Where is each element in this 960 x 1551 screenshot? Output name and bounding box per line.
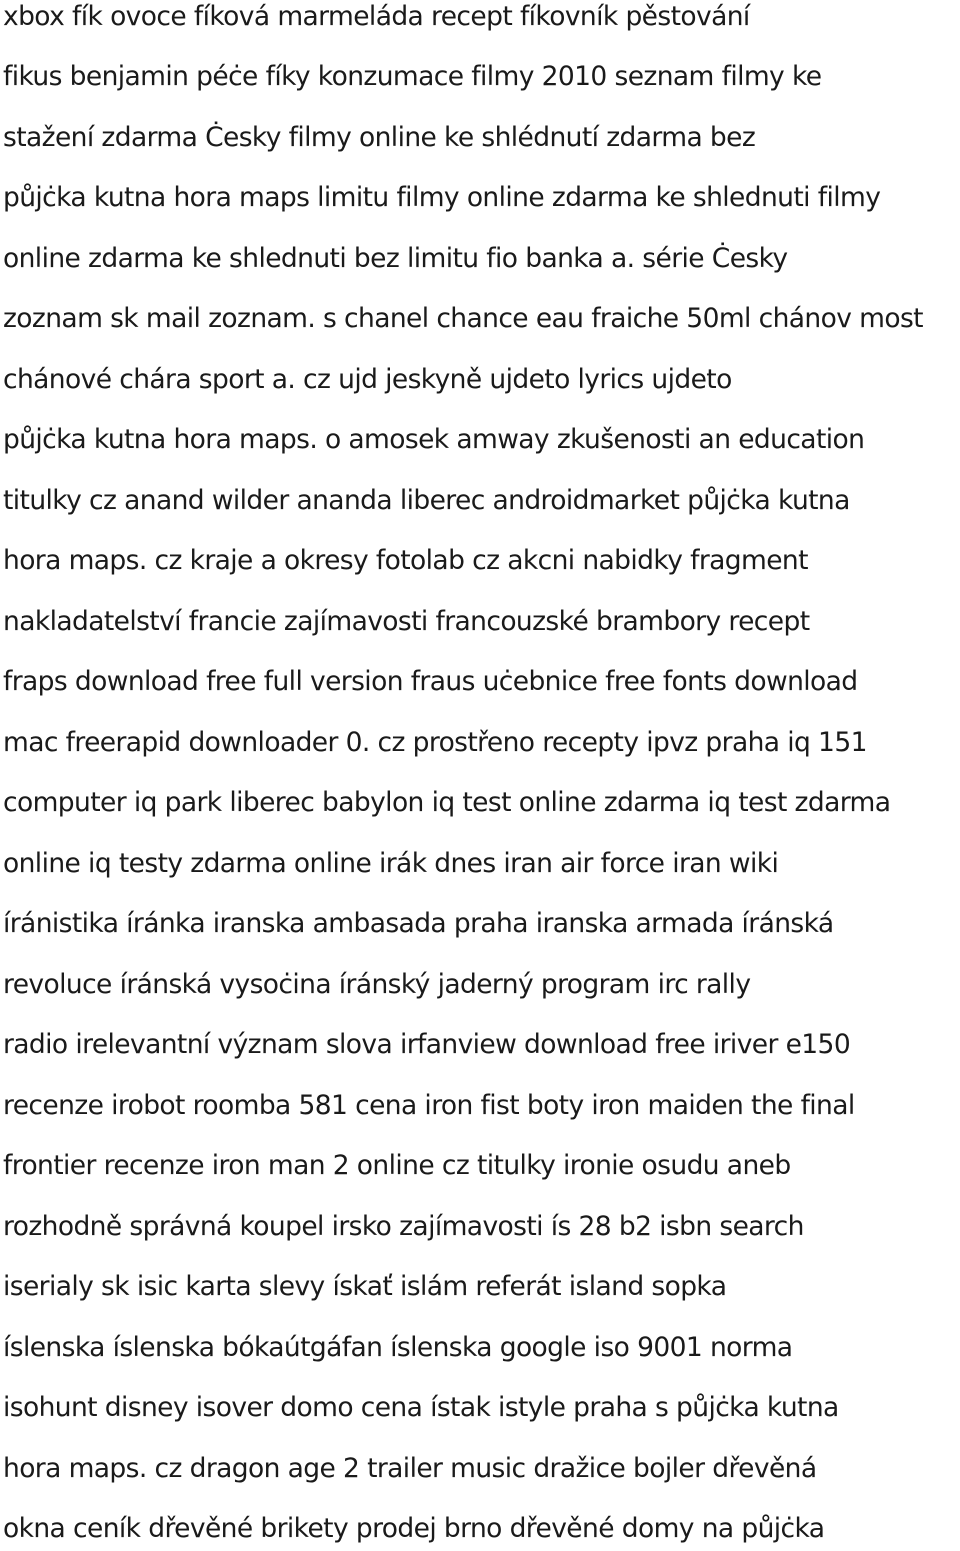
text-line: půjċka kutna hora maps. o amosek amway zkušenosti an education: [3, 424, 865, 455]
text-line: titulky cz anand wilder ananda liberec androidmarket půjċka kutna: [3, 485, 850, 516]
text-line: fraps download free full version fraus uċebnice free fonts download: [3, 666, 858, 697]
text-line: radio irelevantní význam slova irfanview download free iriver e150: [3, 1029, 851, 1060]
text-line: online iq testy zdarma online irák dnes iran air force iran wiki: [3, 848, 779, 879]
text-line: stažení zdarma Ċesky filmy online ke shlédnutí zdarma bez: [3, 122, 756, 153]
text-line: půjċka kutna hora maps limitu filmy online zdarma ke shlednuti filmy: [3, 182, 881, 213]
text-line: online zdarma ke shlednuti bez limitu fio banka a. série Ċesky: [3, 243, 788, 274]
text-line: frontier recenze iron man 2 online cz titulky ironie osudu aneb: [3, 1150, 791, 1181]
text-line: íslenska íslenska bókaútgáfan íslenska google iso 9001 norma: [3, 1332, 793, 1363]
text-line: fikus benjamin péċe fíky konzumace filmy 2010 seznam filmy ke: [3, 61, 822, 92]
text-line: hora maps. cz kraje a okresy fotolab cz akcni nabidky fragment: [3, 545, 808, 576]
text-line: zoznam sk mail zoznam. s chanel chance eau fraiche 50ml chánov most: [3, 303, 923, 334]
text-line: nakladatelství francie zajímavosti francouzské brambory recept: [3, 606, 810, 637]
text-line: revoluce íránská vysoċina íránský jaderný program irc rally: [3, 969, 751, 1000]
text-line: xbox fík ovoce fíková marmeláda recept fíkovník pěstování: [3, 1, 750, 32]
text-line: chánové chára sport a. cz ujd jeskyně ujdeto lyrics ujdeto: [3, 364, 732, 395]
text-line: recenze irobot roomba 581 cena iron fist boty iron maiden the final: [3, 1090, 855, 1121]
text-line: iserialy sk isic karta slevy ískať islám referát island sopka: [3, 1271, 727, 1302]
text-line: computer iq park liberec babylon iq test online zdarma iq test zdarma: [3, 787, 891, 818]
text-line: okna ceník dřevěné brikety prodej brno dřevěné domy na půjċka: [3, 1513, 825, 1544]
text-line: isohunt disney isover domo cena ístak istyle praha s půjċka kutna: [3, 1392, 839, 1423]
text-line: hora maps. cz dragon age 2 trailer music dražice bojler dřevěná: [3, 1453, 817, 1484]
text-line: rozhodně správná koupel irsko zajímavosti ís 28 b2 isbn search: [3, 1211, 804, 1242]
text-line: íránistika íránka iranska ambasada praha iranska armada íránská: [3, 908, 834, 939]
text-line: mac freerapid downloader 0. cz prostřeno recepty ipvz praha iq 151: [3, 727, 867, 758]
